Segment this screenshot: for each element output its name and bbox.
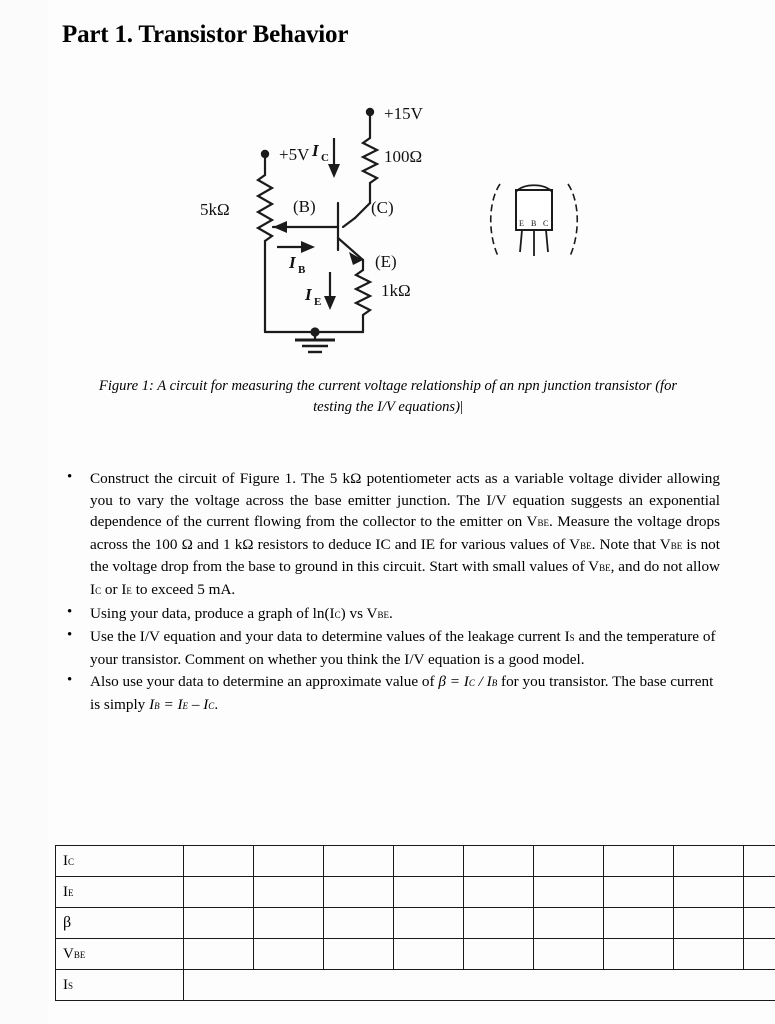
svg-text:B: B bbox=[298, 264, 306, 276]
equation-ib-rhs: = I bbox=[159, 695, 183, 713]
label-current-ie bbox=[304, 285, 321, 308]
measurements-table bbox=[55, 845, 775, 1001]
current-arrow-emitter bbox=[324, 272, 336, 310]
subscript-be: be bbox=[670, 537, 683, 552]
equation-beta-divider: / I bbox=[474, 673, 492, 691]
package-pin-label-b: B bbox=[531, 219, 537, 228]
circuit-diagram bbox=[0, 100, 775, 365]
subscript-s: s bbox=[569, 630, 575, 645]
table-cell[interactable] bbox=[604, 939, 674, 970]
bullet-text-segment: . Note that V bbox=[591, 535, 671, 553]
table-cell[interactable] bbox=[184, 939, 254, 970]
terminal-dot-15v bbox=[366, 108, 374, 116]
label-node-collector: (C) bbox=[371, 198, 394, 217]
table-cell[interactable] bbox=[184, 908, 254, 939]
subscript-e: e bbox=[182, 697, 189, 712]
bullet-text-segment: or I bbox=[101, 580, 127, 598]
table-cell[interactable] bbox=[184, 846, 254, 877]
subscript-c: c bbox=[95, 582, 102, 597]
equation-ib-minus: – I bbox=[188, 695, 209, 713]
list-item-produce-graph bbox=[62, 603, 720, 626]
table-row bbox=[56, 846, 775, 877]
table-cell[interactable] bbox=[254, 846, 324, 877]
label-resistor-1k: 1kΩ bbox=[381, 281, 411, 300]
text-caret: | bbox=[459, 399, 463, 415]
equation-beta: β = I bbox=[438, 673, 469, 691]
figure-caption bbox=[88, 376, 688, 418]
table-cell[interactable] bbox=[744, 939, 775, 970]
table-cell[interactable] bbox=[674, 846, 744, 877]
list-item-construct-circuit bbox=[62, 468, 720, 602]
table-cell[interactable] bbox=[534, 908, 604, 939]
table-cell[interactable] bbox=[324, 939, 394, 970]
table-cell[interactable] bbox=[254, 908, 324, 939]
circuit-schematic-svg bbox=[195, 100, 455, 355]
subscript-e: e bbox=[126, 582, 132, 597]
table-cell[interactable] bbox=[604, 846, 674, 877]
table-row-label-is: Is bbox=[56, 970, 184, 1001]
table-row bbox=[56, 970, 775, 1001]
figure-caption-line-1: Figure 1: A circuit for measuring the current voltage relationship of an npn junction bbox=[98, 378, 592, 394]
bullet-text-segment: . bbox=[214, 695, 219, 713]
table-cell[interactable] bbox=[464, 846, 534, 877]
list-item-determine-beta bbox=[62, 671, 720, 716]
bullet-text-segment: is not the voltage drop from the base to ground in this circuit. Start with small values of V bbox=[90, 535, 720, 576]
bullet-text-segment: Using your data, produce a graph of ln(I bbox=[90, 604, 335, 622]
label-resistor-100: 100Ω bbox=[384, 147, 423, 166]
label-current-ic bbox=[311, 141, 329, 164]
table-cell[interactable] bbox=[394, 908, 464, 939]
table-cell[interactable] bbox=[184, 877, 254, 908]
svg-text:C: C bbox=[321, 152, 329, 164]
table-cell[interactable] bbox=[744, 846, 775, 877]
svg-text:E: E bbox=[314, 296, 322, 308]
table-row-label-ie: Ie bbox=[56, 877, 184, 908]
package-pin-label-e: E bbox=[519, 219, 524, 228]
table-cell[interactable] bbox=[604, 908, 674, 939]
current-arrow-base bbox=[277, 241, 315, 253]
table-cell[interactable] bbox=[394, 846, 464, 877]
subscript-c: c bbox=[208, 697, 215, 712]
junction-dot-ground bbox=[310, 327, 319, 336]
subscript-be: be bbox=[377, 606, 389, 621]
table-cell[interactable] bbox=[254, 877, 324, 908]
svg-text:I: I bbox=[305, 285, 312, 304]
label-node-emitter: (E) bbox=[375, 252, 397, 271]
table-cell[interactable] bbox=[464, 908, 534, 939]
table-row-label-ic: Ic bbox=[56, 846, 184, 877]
table-row-label-beta: β bbox=[56, 908, 184, 939]
label-current-ib bbox=[288, 253, 306, 276]
list-item-determine-leakage bbox=[62, 626, 720, 670]
label-potentiometer-5k: 5kΩ bbox=[200, 200, 230, 219]
bullet-text-segment: and the temperature of your transistor. Comment on whether you think the I/V equation is a good model. bbox=[90, 628, 716, 668]
table-cell[interactable] bbox=[534, 846, 604, 877]
table-cell[interactable] bbox=[534, 877, 604, 908]
table-cell[interactable] bbox=[254, 939, 324, 970]
figure-caption-line-2: transistor (for testing the I/V equations) bbox=[313, 378, 678, 415]
subscript-b: b bbox=[154, 697, 160, 712]
bullet-text-segment: Also use your data to determine an approximate value of bbox=[90, 673, 439, 691]
table-row bbox=[56, 939, 775, 970]
current-arrow-collector bbox=[328, 138, 340, 178]
table-cell[interactable] bbox=[324, 877, 394, 908]
table-cell[interactable] bbox=[464, 877, 534, 908]
bullet-text-segment: . Measure the voltage drops across the 100 Ω and 1 kΩ resistors to deduce IC and IE for various values of V bbox=[90, 513, 721, 553]
table-cell[interactable] bbox=[324, 908, 394, 939]
table-cell[interactable] bbox=[674, 939, 744, 970]
transistor-package-diagram bbox=[480, 172, 588, 264]
subscript-c: c bbox=[468, 675, 475, 690]
instructions-list bbox=[62, 468, 720, 718]
table-cell[interactable] bbox=[674, 877, 744, 908]
equation-ib: I bbox=[149, 695, 155, 713]
bullet-text-segment: for you transistor. The base current is simply bbox=[90, 673, 714, 713]
table-cell[interactable] bbox=[744, 877, 775, 908]
figure-block bbox=[0, 100, 775, 415]
subscript-be: be bbox=[537, 515, 549, 530]
table-cell[interactable] bbox=[394, 939, 464, 970]
table-cell-merged[interactable] bbox=[184, 970, 775, 1001]
bullet-text-segment: . bbox=[389, 604, 393, 622]
table-cell[interactable] bbox=[604, 877, 674, 908]
subscript-b: b bbox=[491, 675, 498, 690]
subscript-c: c bbox=[334, 606, 341, 621]
potentiometer-wiper-arrow bbox=[273, 221, 287, 233]
label-supply-15v: +15V bbox=[384, 104, 423, 123]
package-pin-label-c: C bbox=[543, 219, 549, 228]
table-row bbox=[56, 877, 775, 908]
table-cell[interactable] bbox=[394, 877, 464, 908]
subscript-be: be bbox=[580, 537, 592, 552]
label-supply-5v: +5V bbox=[279, 145, 310, 164]
table-cell[interactable] bbox=[744, 908, 775, 939]
table-cell[interactable] bbox=[464, 939, 534, 970]
label-node-base: (B) bbox=[293, 197, 316, 216]
table-cell[interactable] bbox=[674, 908, 744, 939]
svg-text:I: I bbox=[312, 141, 319, 160]
bullet-text-segment: Construct the circuit of Figure 1. The 5 kΩ potentiometer acts as a variable voltage divider allowing you to vary the voltage across the base emitter junction. The I/V equation suggests an exponential dependence of the current flowing from the collector to the emitter on V bbox=[90, 470, 720, 531]
table-row-label-vbe: Vbe bbox=[56, 939, 184, 970]
table-cell[interactable] bbox=[324, 846, 394, 877]
terminal-dot-5v bbox=[261, 150, 269, 158]
bullet-text-segment: , and do not allow I bbox=[90, 558, 721, 598]
bullet-text-segment: to exceed 5 mA. bbox=[131, 580, 236, 598]
svg-text:I: I bbox=[289, 253, 296, 272]
bullet-text-segment: ) vs V bbox=[340, 604, 378, 622]
subscript-be: be bbox=[599, 560, 611, 575]
page-title: Part 1. Transistor Behavior bbox=[62, 20, 349, 48]
bullet-text-segment: Use the I/V equation and your data to determine values of the leakage current I bbox=[90, 628, 570, 646]
table-row bbox=[56, 908, 775, 939]
table-cell[interactable] bbox=[534, 939, 604, 970]
